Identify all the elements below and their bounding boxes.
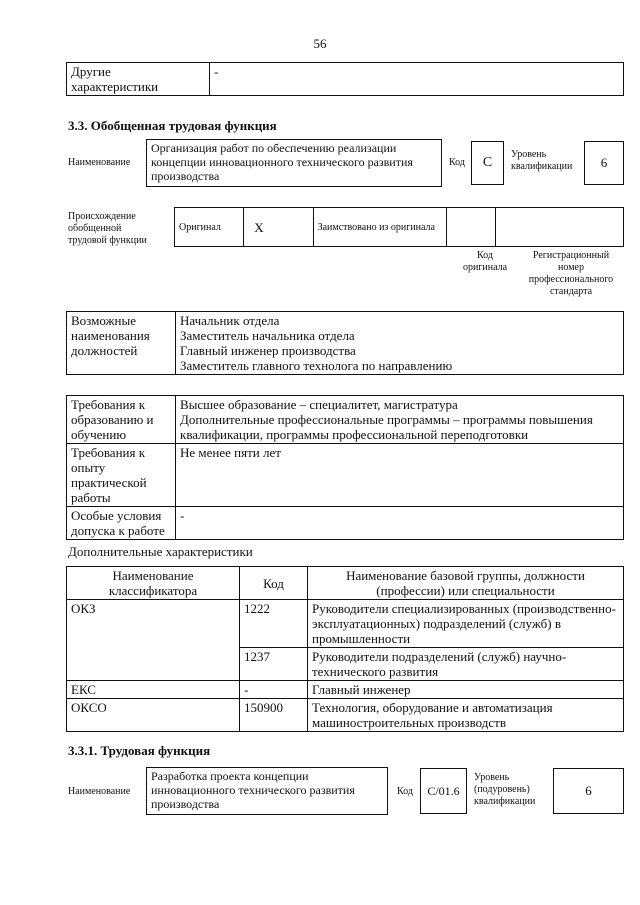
additional-heading: Дополнительные характеристики	[68, 544, 253, 559]
positions-table	[66, 311, 624, 375]
other-characteristics-value: -	[210, 63, 624, 96]
qualification-level-value: 6	[584, 141, 624, 185]
education-value: Высшее образование – специалитет, магистратура Дополнительные профессиональные программы – программы повышения квалификации, программы профессиональной переподготовки	[176, 396, 624, 444]
registration-number-cell	[496, 208, 624, 247]
original-code-caption: Код оригинала	[462, 250, 508, 273]
registration-number-caption: Регистрационный номер профессионального стандарта	[528, 250, 614, 297]
column-header: Наименование классификатора	[67, 567, 240, 600]
table-cell: 1222	[240, 600, 308, 648]
experience-label: Требования к опыту практической работы	[67, 444, 176, 507]
other-characteristics-table	[66, 62, 624, 96]
table-cell: Главный инженер	[308, 681, 624, 699]
additional-table	[66, 566, 624, 732]
table-cell: ОКСО	[67, 699, 240, 732]
page-number: 56	[313, 36, 327, 51]
other-characteristics-label: Другие характеристики	[67, 63, 210, 96]
original-mark-text: X	[254, 219, 264, 235]
code-label: Код	[397, 786, 413, 797]
qualification-level-label: Уровень квалификации	[511, 149, 573, 172]
education-label: Требования к образованию и обучению	[67, 396, 176, 444]
section-heading-3-3: 3.3. Обобщенная трудовая функция	[68, 118, 277, 133]
positions-label: Возможные наименования должностей	[67, 312, 176, 375]
original-label: Оригинал	[175, 208, 244, 247]
table-cell: ОКЗ	[67, 600, 240, 681]
borrowed-label: Заимствовано из оригинала	[313, 208, 447, 247]
table-cell: Руководители специализированных (производственно- эксплуатационных) подразделений (служб) в промышленности	[308, 600, 624, 648]
table-cell: Технология, оборудование и автоматизация машиностроительных производств	[308, 699, 624, 732]
origin-table	[174, 207, 624, 247]
generalized-function-name: Организация работ по обеспечению реализации концепции инновационного технического развития производства	[146, 139, 442, 187]
qualification-level-value: 6	[553, 768, 624, 814]
position-item: Заместитель главного технолога по направлению	[180, 358, 453, 373]
table-cell: Руководители подразделений (служб) научно- технического развития	[308, 648, 624, 681]
original-mark	[244, 208, 313, 247]
requirements-table	[66, 395, 624, 540]
table-cell: ЕКС	[67, 681, 240, 699]
position-item: Главный инженер производства	[180, 343, 356, 358]
origin-label: Происхождение обобщенной трудовой функции	[68, 211, 147, 246]
positions-list	[176, 312, 624, 375]
qualification-level-label: Уровень (подуровень) квалификации	[474, 772, 536, 807]
labor-function-name: Разработка проекта концепции инновационного технического развития производства	[146, 767, 388, 815]
code-label: Код	[449, 157, 465, 168]
section-heading-3-3-1: 3.3.1. Трудовая функция	[68, 743, 211, 758]
name-label: Наименование	[68, 157, 131, 168]
code-value: C	[471, 141, 504, 185]
special-conditions-value: -	[176, 507, 624, 540]
table-cell: -	[240, 681, 308, 699]
experience-value: Не менее пяти лет	[176, 444, 624, 507]
column-header: Код	[240, 567, 308, 600]
code-value: C/01.6	[420, 768, 467, 814]
name-label: Наименование	[68, 786, 131, 797]
position-item: Заместитель начальника отдела	[180, 328, 355, 343]
original-code-cell	[447, 208, 496, 247]
column-header: Наименование базовой группы, должности (профессии) или специальности	[308, 567, 624, 600]
position-item: Начальник отдела	[180, 313, 280, 328]
special-conditions-label: Особые условия допуска к работе	[67, 507, 176, 540]
table-cell: 150900	[240, 699, 308, 732]
table-cell: 1237	[240, 648, 308, 681]
